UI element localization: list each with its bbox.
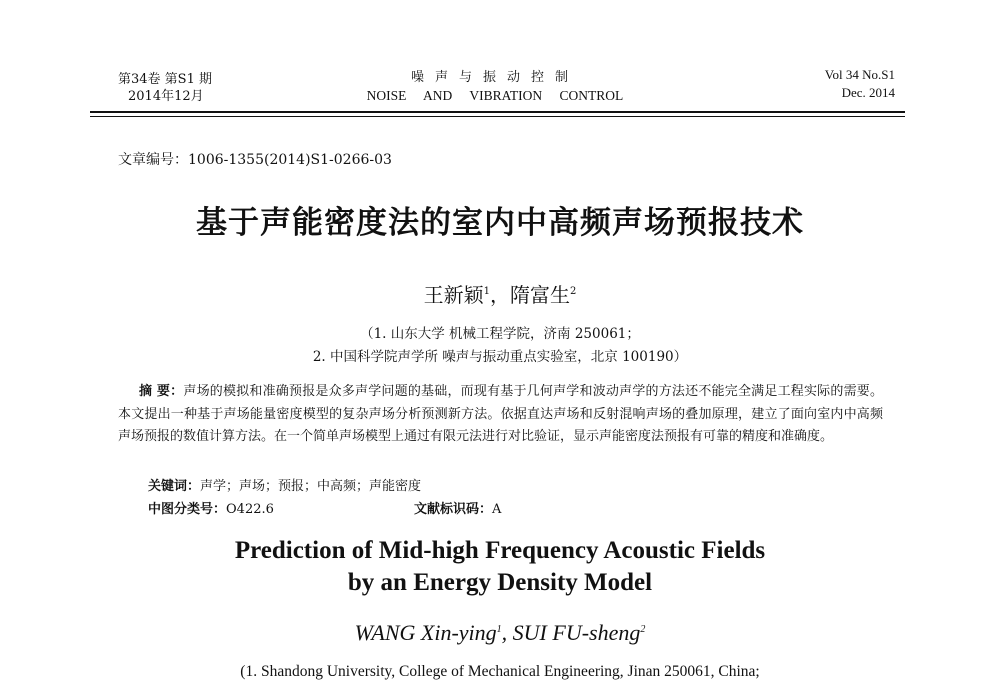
abstract-label: 摘 要： bbox=[139, 384, 184, 399]
paper-title-en-line1: Prediction of Mid-high Frequency Acoustic Fields bbox=[234, 537, 766, 564]
author-1-mark: 1 bbox=[483, 286, 490, 297]
authors-cn bbox=[0, 279, 1000, 308]
author-en-separator: , bbox=[501, 620, 513, 645]
abstract-text: 声场的模拟和准确预报是众多声学问题的基础，而现有基于几何声学和波动声学的方法还不能完全满足工程实际的需要。本文提出一种基于声场能量密度模型的复杂声场分析预测新方法。依据直达声场和反射混响声场的叠加原理，建立了面向室内中高频声场预报的数值计算方法。在一个简单声场模型上通过有限元法进行对比验证，显示声能密度法预报有可靠的精度和准确度。 bbox=[118, 384, 883, 444]
document-code-label: 文献标识码： bbox=[414, 502, 493, 517]
abstract bbox=[118, 381, 883, 449]
document-code-value: A bbox=[492, 502, 502, 517]
article-number: 文章编号：1006-1355(2014)S1-0266-03 bbox=[118, 152, 392, 168]
journal-name-cn: 噪声与振动控制 bbox=[410, 70, 579, 85]
paper-title-cn: 基于声能密度法的室内中高频声场预报技术 bbox=[196, 205, 804, 241]
paper-title-en-line2: by an Energy Density Model bbox=[347, 569, 653, 596]
journal-name bbox=[330, 69, 660, 105]
author-en-1: WANG Xin-ying bbox=[354, 620, 497, 645]
keywords-label: 关键词： bbox=[148, 479, 201, 494]
header-rule-thick bbox=[90, 111, 905, 113]
author-1: 王新颖 bbox=[423, 283, 484, 307]
issue-line: 第34卷 第S1 期 bbox=[118, 72, 212, 87]
classification-label: 中图分类号： bbox=[148, 502, 227, 517]
author-2-mark: 2 bbox=[570, 286, 577, 297]
classification-number bbox=[148, 498, 274, 517]
affiliation-cn-1: （1. 山东大学 机械工程学院，济南 250061； bbox=[360, 326, 640, 342]
author-2: 隋富生 bbox=[510, 283, 570, 307]
journal-issue-info bbox=[118, 71, 212, 105]
authors-en bbox=[0, 620, 1000, 646]
affiliation-en-1: (1. Shandong University, College of Mechanical Engineering, Jinan 250061, China; bbox=[240, 663, 760, 680]
header-rule-thin bbox=[90, 116, 905, 117]
author-separator: ， bbox=[490, 283, 510, 307]
affiliation-cn-2: 2. 中国科学院声学所 噪声与振动重点实验室，北京 100190） bbox=[312, 349, 688, 365]
volume-date: Dec. 2014 bbox=[841, 85, 895, 100]
classification-value: O422.6 bbox=[226, 502, 274, 517]
author-en-1-mark: 1 bbox=[496, 624, 502, 635]
author-en-2-mark: 2 bbox=[640, 624, 646, 635]
author-en-2: SUI FU-sheng bbox=[512, 620, 641, 645]
volume-number: Vol 34 No.S1 bbox=[824, 67, 895, 82]
issue-date-line: 2014年12月 bbox=[128, 89, 204, 104]
document-code bbox=[414, 498, 501, 517]
volume-info bbox=[760, 66, 895, 102]
keywords-text: 声学；声场；预报；中高频；声能密度 bbox=[200, 479, 422, 494]
journal-name-en: NOISE AND VIBRATION CONTROL bbox=[366, 88, 624, 103]
keywords bbox=[148, 475, 421, 494]
